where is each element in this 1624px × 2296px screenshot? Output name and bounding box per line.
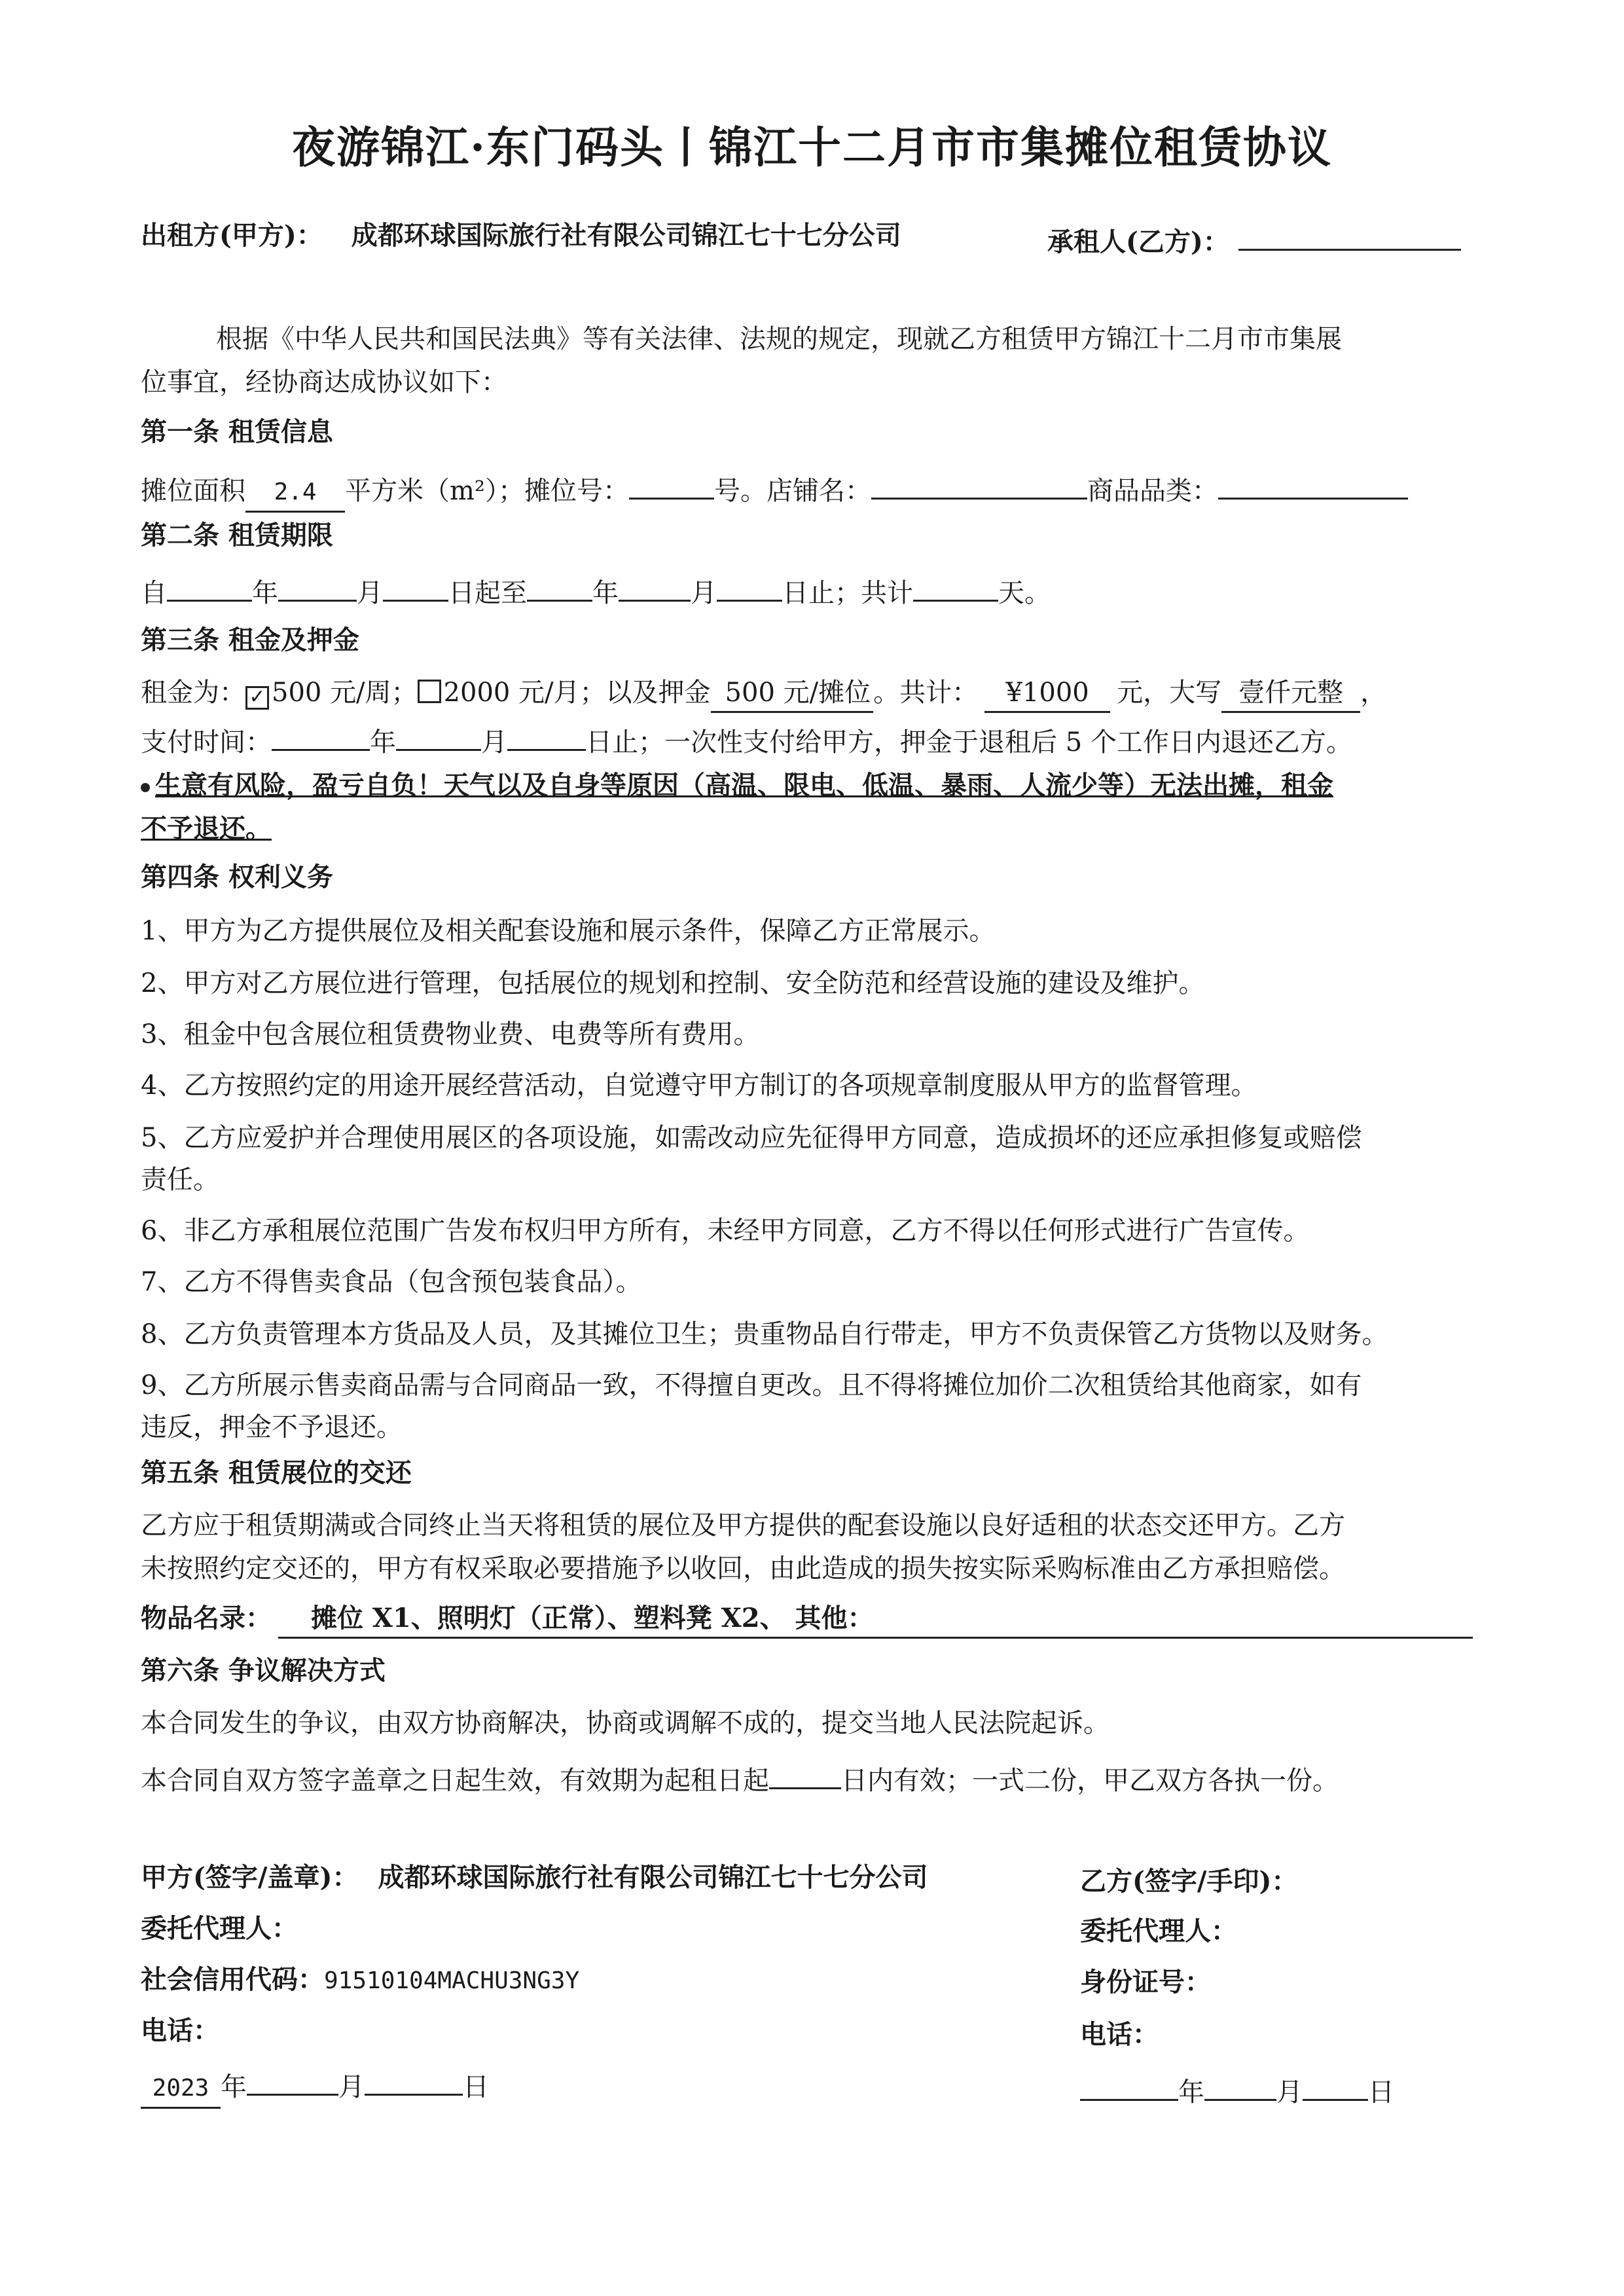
party-a-day-blank[interactable]: [365, 2062, 463, 2096]
party-b-signature-label: 乙方(签字/手印)：: [1080, 1866, 1298, 1897]
total-value[interactable]: ¥1000: [984, 674, 1110, 713]
article-6-heading: 第六条 争议解决方式: [141, 1655, 386, 1686]
party-b-phone: 电话：: [1080, 2019, 1159, 2050]
dispute-clause: 本合同发生的争议，由双方协商解决，协商或调解不成的，提交当地人民法院起诉。: [141, 1708, 1110, 1738]
party-a-credit-line: [141, 1961, 579, 1999]
pay-month-label: 月: [481, 727, 507, 757]
obligation-item: 2、甲方对乙方展位进行管理，包括展位的规划和控制、安全防范和经营设施的建设及维护。: [141, 968, 1205, 998]
validity-days-blank[interactable]: [769, 1756, 841, 1789]
end-year-label: 年: [592, 578, 619, 608]
risk-warning-line-1: [141, 767, 1333, 804]
total-label: 。共计：: [873, 678, 979, 708]
article-2-heading: 第二条 租赁期限: [141, 520, 333, 551]
article-1-heading: 第一条 租赁信息: [141, 416, 333, 447]
validity-text: 本合同自双方签字盖章之日起生效，有效期为起租日起: [141, 1766, 769, 1796]
start-day-label: 日起至: [448, 578, 527, 608]
monthly-rent-checkbox[interactable]: [418, 680, 441, 703]
obligation-item: 8、乙方负责管理本方货品及人员，及其摊位卫生；贵重物品自行带走，甲方不负责保管乙方货物以及财务。: [141, 1319, 1388, 1349]
obligation-item: 7、乙方不得售卖食品（包含预包装食品）。: [141, 1267, 642, 1297]
pay-year-blank[interactable]: [272, 718, 370, 751]
return-clause-line-2: 未按照约定交还的，甲方有权采取必要措施予以收回，由此造成的损失按实际采购标准由乙方承担赔偿。: [141, 1554, 1345, 1584]
party-b-day-label: 日: [1368, 2077, 1394, 2107]
end-day-label: 日止；共计: [782, 578, 913, 608]
obligation-item: 3、租金中包含展位租赁费物业费、电费等所有费用。: [141, 1019, 760, 1049]
risk-warning-line-2: 不予退还。: [141, 813, 272, 844]
obligation-item-continued: 责任。: [141, 1165, 219, 1195]
return-clause-line-1: 乙方应于租赁期满或合同终止当天将租赁的展位及甲方提供的配套设施以良好适租的状态交还甲方。乙方: [141, 1510, 1345, 1540]
credit-code-label: 社会信用代码：: [141, 1964, 324, 1995]
from-label: 自: [141, 578, 167, 608]
intro-line-2: 位事宜，经协商达成协议如下：: [141, 367, 507, 397]
party-b-year-label: 年: [1178, 2077, 1204, 2107]
total-days-blank[interactable]: [913, 568, 998, 602]
party-a-year[interactable]: 2023: [141, 2070, 221, 2109]
shop-name-label: 号。店铺名：: [713, 476, 871, 506]
pay-month-blank[interactable]: [396, 718, 481, 751]
party-a-date-line: [141, 2062, 489, 2109]
area-unit: 平方米（m²）；摊位号：: [345, 476, 629, 506]
uppercase-value[interactable]: 壹仟元整: [1221, 674, 1360, 713]
party-a-phone: 电话：: [141, 2015, 219, 2046]
weekly-rent-checkbox[interactable]: ✓: [245, 686, 269, 710]
obligation-item: 6、非乙方承租展位范围广告发布权归甲方所有，未经甲方同意，乙方不得以任何形式进行广告宣传。: [141, 1216, 1310, 1246]
validity-text-end: 日内有效；一式二份，甲乙双方各执一份。: [841, 1766, 1339, 1796]
end-day-blank[interactable]: [717, 568, 782, 602]
lessee-name-blank[interactable]: [1238, 217, 1461, 251]
pay-year-label: 年: [370, 727, 396, 757]
party-a-agent: 委托代理人：: [141, 1913, 298, 1944]
document-title: 夜游锦江·东门码头丨锦江十二月市市集摊位租赁协议: [292, 122, 1332, 173]
party-a-year-label: 年: [221, 2072, 247, 2102]
party-b-id-number: 身份证号：: [1080, 1967, 1211, 1997]
lessor-label: 出租方(甲方)：: [141, 220, 323, 251]
weekly-rent-option: 500 元/周；: [272, 678, 418, 708]
party-a-name: 成都环球国际旅行社有限公司锦江七十七分公司: [378, 1862, 928, 1893]
end-year-blank[interactable]: [527, 568, 592, 602]
rent-label: 租金为：: [141, 678, 245, 708]
obligation-item: 4、乙方按照约定的用途开展经营活动，自觉遵守甲方制订的各项规章制度服从甲方的监督管理。: [141, 1070, 1257, 1101]
intro-line-1: 根据《中华人民共和国民法典》等有关法律、法规的规定，现就乙方租赁甲方锦江十二月市市集展: [216, 324, 1342, 354]
party-a-day-label: 日: [463, 2072, 489, 2102]
lessee-line: [1047, 217, 1461, 261]
validity-clause: [141, 1756, 1339, 1799]
credit-code-value: 91510104MACHU3NG3Y: [324, 1967, 580, 1994]
lessee-label: 承租人(乙方)：: [1047, 227, 1229, 257]
party-b-date-line: [1080, 2068, 1394, 2111]
payment-label: 支付时间：: [141, 727, 272, 757]
parties-line: [141, 217, 901, 254]
item-list-label: 物品名录：: [141, 1603, 272, 1633]
item-list-line: [141, 1600, 874, 1637]
article-1-body: [141, 466, 1408, 513]
obligation-item-continued: 违反，押金不予退还。: [141, 1412, 403, 1442]
obligation-item: 9、乙方所展示售卖商品需与合同商品一致，不得擅自更改。且不得将摊位加价二次租赁给其他商家，如有: [141, 1370, 1362, 1400]
month-label: 月: [357, 578, 383, 608]
comma: ，: [1360, 678, 1387, 708]
shop-name-blank[interactable]: [871, 466, 1087, 500]
risk-warning-text: 生意有风险，盈亏自负！天气以及自身等原因（高温、限电、低温、暴雨、人流少等）无法出摊，租金: [155, 770, 1333, 801]
item-list-value[interactable]: 摊位 X1、照明灯（正常）、塑料凳 X2、 其他：: [311, 1603, 874, 1633]
party-a-month-blank[interactable]: [247, 2062, 338, 2096]
monthly-rent-option: 2000 元/月；以及押金: [443, 678, 711, 708]
party-b-agent: 委托代理人：: [1080, 1916, 1237, 1946]
category-label: 商品品类：: [1087, 476, 1218, 506]
category-blank[interactable]: [1218, 466, 1408, 500]
party-a-signature-line: [141, 1859, 928, 1896]
party-b-month-blank[interactable]: [1204, 2068, 1276, 2101]
uppercase-label: 元，大写: [1117, 678, 1222, 708]
days-label: 天。: [998, 578, 1051, 608]
lessor-name: 成都环球国际旅行社有限公司锦江七十七分公司: [351, 220, 901, 251]
article-4-heading: 第四条 权利义务: [141, 862, 333, 892]
deposit-value[interactable]: 500 元/摊位: [711, 674, 874, 713]
item-list-underline: [278, 1637, 1473, 1639]
end-month-label: 月: [691, 578, 717, 608]
article-2-body: [141, 568, 1051, 611]
payment-line: [141, 718, 1352, 761]
area-label: 摊位面积: [141, 476, 245, 506]
article-3-heading: 第三条 租金及押金: [141, 625, 359, 655]
booth-number-blank[interactable]: [629, 466, 714, 500]
bullet-icon: [141, 783, 150, 792]
article-5-heading: 第五条 租赁展位的交还: [141, 1457, 412, 1488]
party-a-month-label: 月: [338, 2072, 365, 2102]
start-day-blank[interactable]: [383, 568, 448, 602]
rent-line: [141, 674, 1386, 713]
party-a-label: 甲方(签字/盖章)：: [141, 1862, 359, 1893]
party-b-month-label: 月: [1276, 2077, 1303, 2107]
area-value[interactable]: 2.4: [245, 474, 345, 513]
obligation-item: 5、乙方应爱护并合理使用展区的各项设施，如需改动应先征得甲方同意，造成损坏的还应承担修复或赔偿: [141, 1123, 1362, 1153]
year-label: 年: [252, 578, 278, 608]
party-b-day-blank[interactable]: [1303, 2068, 1368, 2101]
payment-terms: 日止；一次性支付给甲方，押金于退租后 5 个工作日内退还乙方。: [586, 727, 1352, 757]
party-b-year-blank[interactable]: [1080, 2068, 1178, 2101]
start-year-blank[interactable]: [167, 568, 252, 602]
start-month-blank[interactable]: [278, 568, 357, 602]
pay-day-blank[interactable]: [507, 718, 586, 751]
end-month-blank[interactable]: [619, 568, 691, 602]
obligation-item: 1、甲方为乙方提供展位及相关配套设施和展示条件，保障乙方正常展示。: [141, 916, 996, 946]
